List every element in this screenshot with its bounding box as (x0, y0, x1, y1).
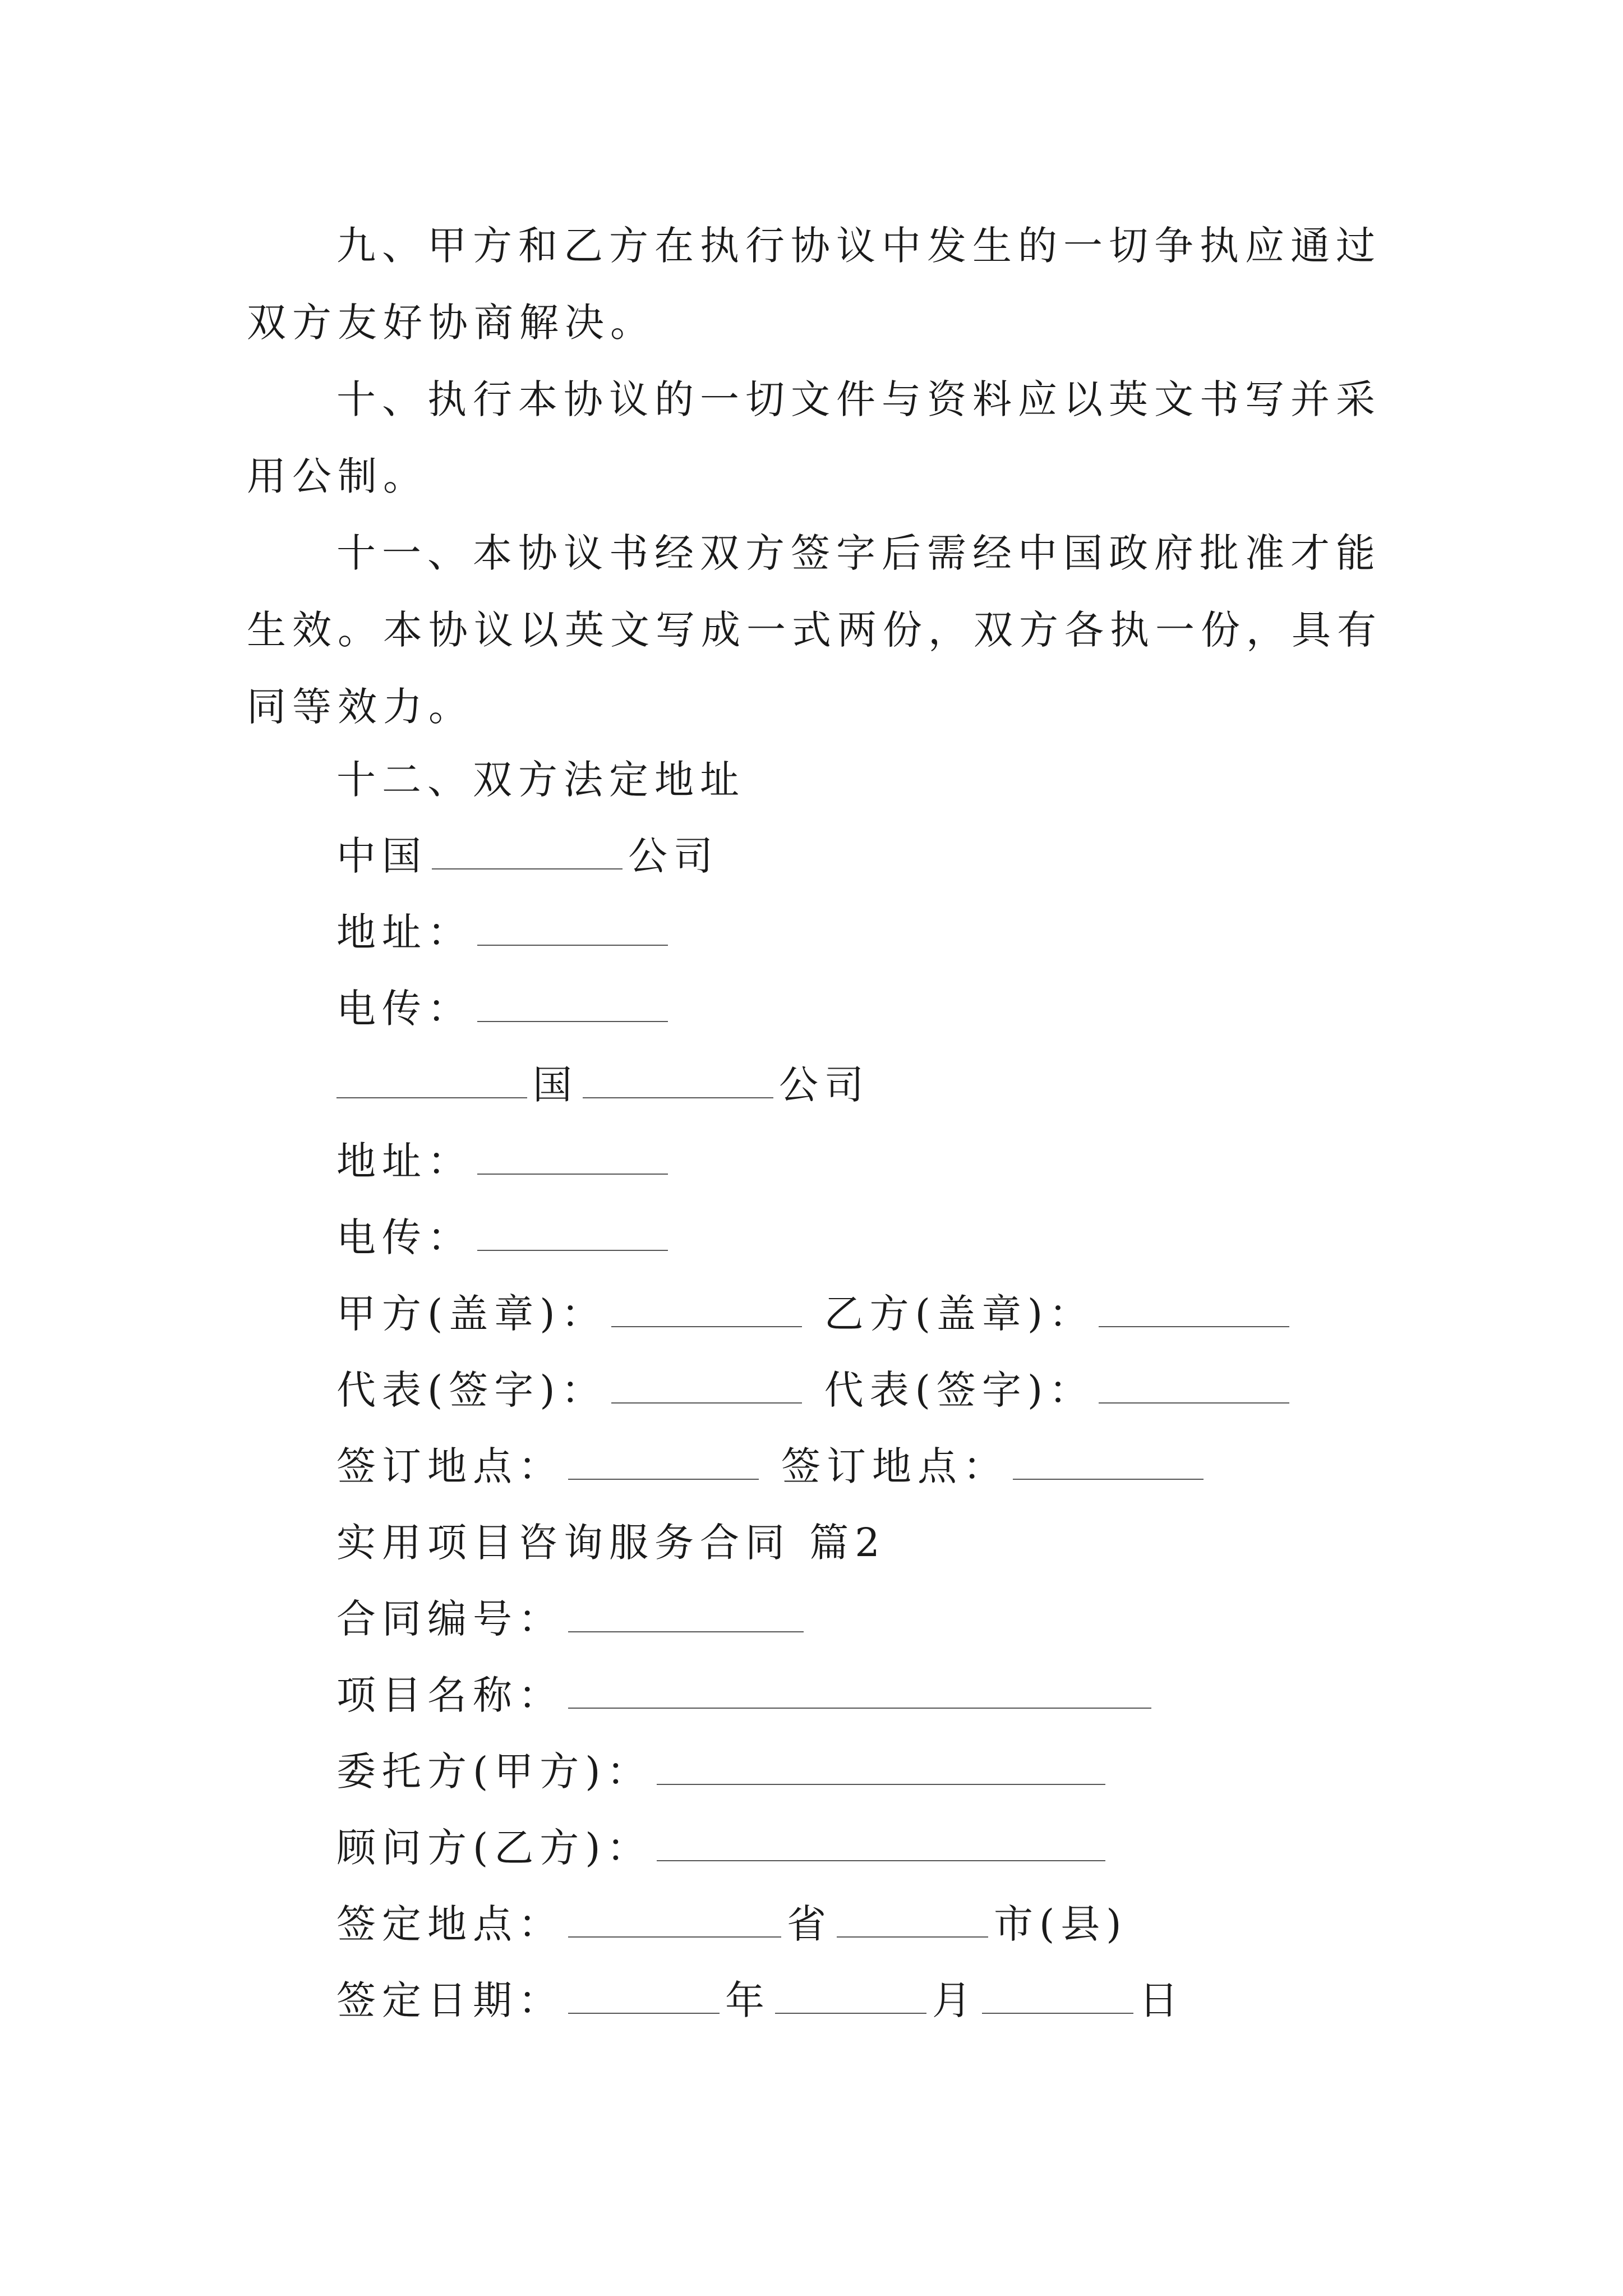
project-name-label: 项目名称： (336, 1672, 564, 1718)
party-a-place-label: 签订地点： (336, 1443, 564, 1489)
consultant-line (336, 1820, 1111, 1876)
foreign-fax-line (336, 1209, 674, 1266)
party-a-seal-label: 甲方(盖章)： (336, 1291, 607, 1337)
party-a-rep-blank[interactable] (611, 1365, 802, 1404)
seal-line (336, 1286, 1295, 1342)
heading-text: 十二、双方法定地址 (336, 757, 745, 803)
place-line (336, 1896, 1128, 1952)
contract-no-label: 合同编号： (336, 1596, 564, 1642)
month-label: 月 (932, 1977, 978, 2023)
province-blank[interactable] (568, 1899, 781, 1938)
foreign-fax-blank[interactable] (477, 1213, 668, 1251)
year-label: 年 (725, 1977, 771, 2023)
day-label: 日 (1139, 1977, 1184, 2023)
contract-no-blank[interactable] (568, 1594, 804, 1632)
contract2-title (336, 1515, 886, 1571)
party-b-seal-blank[interactable] (1099, 1289, 1289, 1327)
rep-sign-line (336, 1362, 1295, 1418)
party-a-place-blank[interactable] (568, 1442, 759, 1480)
project-name-line (336, 1667, 1157, 1723)
place-label: 签定地点： (336, 1901, 564, 1947)
country-label: 国 (533, 1062, 578, 1108)
party-b-place-blank[interactable] (1013, 1442, 1204, 1480)
party-a-rep-label: 代表(签字)： (336, 1367, 607, 1413)
year-blank[interactable] (568, 1976, 720, 2014)
client-label: 委托方(甲方)： (336, 1749, 652, 1795)
sign-place-line (336, 1438, 1209, 1494)
project-name-blank[interactable] (568, 1671, 1151, 1709)
consultant-label: 顾问方(乙方)： (336, 1825, 652, 1871)
foreign-address-line (336, 1133, 674, 1189)
foreign-country-blank[interactable] (336, 1060, 527, 1098)
address-label: 地址： (336, 909, 473, 955)
city-blank[interactable] (837, 1899, 988, 1938)
foreign-address-blank[interactable] (477, 1137, 668, 1175)
company-label: 公司 (779, 1062, 870, 1108)
city-county-label: 市(县) (994, 1901, 1128, 1947)
clause-10: 十、执行本协议的一切文件与资料应以英文书写并采用公制。 (247, 376, 1381, 499)
address-label: 地址： (336, 1138, 473, 1184)
clause-9: 九、甲方和乙方在执行协议中发生的一切争执应通过双方友好协商解决。 (247, 223, 1381, 346)
clause-12-heading (336, 752, 745, 808)
month-blank[interactable] (775, 1976, 926, 2014)
china-label: 中国 (336, 833, 427, 879)
day-blank[interactable] (982, 1976, 1133, 2014)
date-label: 签定日期： (336, 1977, 564, 2023)
date-line (336, 1972, 1184, 2028)
foreign-company-blank[interactable] (583, 1060, 773, 1098)
contract-no-line (336, 1591, 809, 1647)
fax-label: 电传： (336, 986, 473, 1032)
china-company-line (336, 828, 719, 884)
company-label: 公司 (628, 833, 719, 879)
party-a-seal-blank[interactable] (611, 1289, 802, 1327)
province-label: 省 (787, 1901, 832, 1947)
fax-label: 电传： (336, 1214, 473, 1260)
client-blank[interactable] (657, 1747, 1105, 1785)
consultant-blank[interactable] (657, 1823, 1105, 1861)
party-b-rep-blank[interactable] (1099, 1365, 1289, 1404)
contract2-title-text: 实用项目咨询服务合同 篇2 (336, 1520, 886, 1566)
china-address-blank[interactable] (477, 908, 668, 946)
client-line (336, 1743, 1111, 1800)
china-company-blank[interactable] (432, 831, 623, 869)
party-b-place-label: 签订地点： (781, 1443, 1008, 1489)
clause-11: 十一、本协议书经双方签字后需经中国政府批准才能生效。本协议以英文写成一式两份，双方各执一份，具有同等效力。 (247, 530, 1382, 730)
party-b-rep-label: 代表(签字)： (824, 1367, 1095, 1413)
china-fax-line (336, 981, 674, 1037)
foreign-company-line (336, 1057, 870, 1113)
china-address-line (336, 904, 674, 960)
china-fax-blank[interactable] (477, 984, 668, 1022)
party-b-seal-label: 乙方(盖章)： (824, 1291, 1095, 1337)
